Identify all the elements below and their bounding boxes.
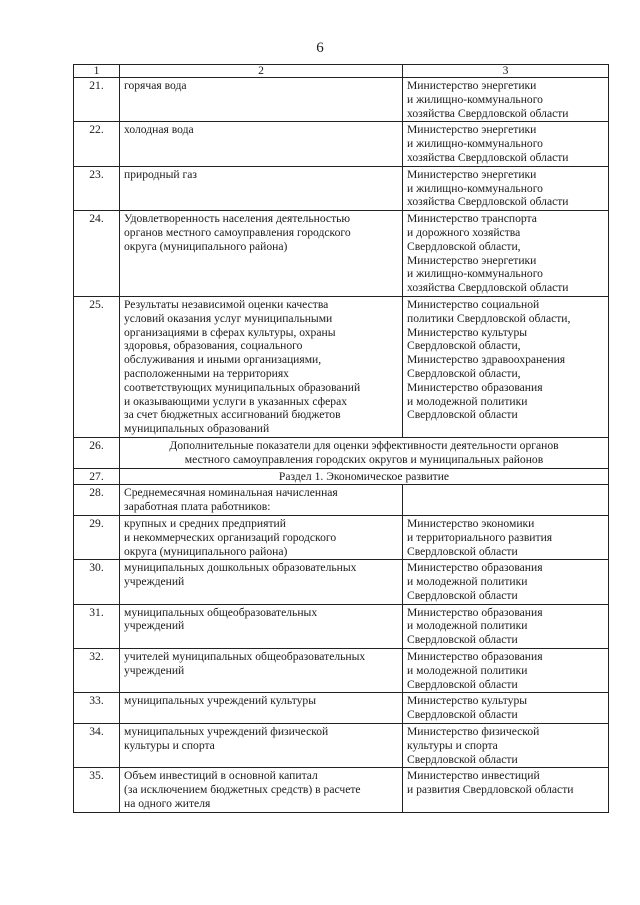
row-number: 22. <box>74 122 120 166</box>
department-cell: Министерство энергетики и жилищно-коммунального хозяйства Свердловской области <box>403 78 609 122</box>
department-cell: Министерство культуры Свердловской области <box>403 693 609 724</box>
indicator-cell: холодная вода <box>120 122 403 166</box>
department-cell <box>403 485 609 516</box>
table-row <box>74 768 609 812</box>
indicator-cell: муниципальных дошкольных образовательных учреждений <box>120 560 403 604</box>
indicator-cell: природный газ <box>120 166 403 210</box>
department-cell: Министерство энергетики и жилищно-коммунального хозяйства Свердловской области <box>403 122 609 166</box>
header-cell-1: 1 <box>74 65 120 78</box>
row-number: 28. <box>74 485 120 516</box>
row-number: 23. <box>74 166 120 210</box>
row-number: 31. <box>74 604 120 648</box>
indicator-cell: Результаты независимой оценки качества условий оказания услуг муниципальными организациями в сферах культуры, охраны здоровья, образования, социального обслуживания и иными организациями, расположенными на территориях соответствующих муниципальных образований и оказывающими услуги в указанных сферах за счет бюджетных ассигнований бюджетов муниципальных образований <box>120 296 403 437</box>
page-number: 6 <box>316 40 324 56</box>
indicator-cell: Удовлетворенность населения деятельностью органов местного самоуправления городского округа (муниципального района) <box>120 211 403 297</box>
table-row <box>74 166 609 210</box>
row-number: 35. <box>74 768 120 812</box>
table-row <box>74 437 609 468</box>
table-row <box>74 468 609 485</box>
department-cell: Министерство образования и молодежной политики Свердловской области <box>403 649 609 693</box>
row-number: 25. <box>74 296 120 437</box>
indicators-table <box>73 64 609 813</box>
table-row <box>74 485 609 516</box>
indicator-cell: крупных и средних предприятий и некоммерческих организаций городского округа (муниципального района) <box>120 515 403 559</box>
table-row <box>74 604 609 648</box>
table-row <box>74 122 609 166</box>
indicator-cell: муниципальных общеобразовательных учреждений <box>120 604 403 648</box>
table-body <box>74 65 609 813</box>
header-cell-2: 2 <box>120 65 403 78</box>
header-cell-3: 3 <box>403 65 609 78</box>
department-cell: Министерство образования и молодежной политики Свердловской области <box>403 604 609 648</box>
table-row <box>74 560 609 604</box>
row-number: 30. <box>74 560 120 604</box>
section-heading-cell: Дополнительные показатели для оценки эффективности деятельности органов местного самоуправления городских округов и муниципальных районов <box>120 437 609 468</box>
row-number: 33. <box>74 693 120 724</box>
department-cell: Министерство энергетики и жилищно-коммунального хозяйства Свердловской области <box>403 166 609 210</box>
row-number: 32. <box>74 649 120 693</box>
row-number: 34. <box>74 724 120 768</box>
department-cell: Министерство экономики и территориального развития Свердловской области <box>403 515 609 559</box>
row-number: 26. <box>74 437 120 468</box>
table-row <box>74 515 609 559</box>
table-row <box>74 78 609 122</box>
department-cell: Министерство физической культуры и спорта Свердловской области <box>403 724 609 768</box>
indicator-cell: учителей муниципальных общеобразовательных учреждений <box>120 649 403 693</box>
row-number: 29. <box>74 515 120 559</box>
row-number: 24. <box>74 211 120 297</box>
department-cell: Министерство социальной политики Свердловской области, Министерство культуры Свердловской области, Министерство здравоохранения Свердловской области, Министерство образования и молодежной политики Свердловской области <box>403 296 609 437</box>
indicator-cell: горячая вода <box>120 78 403 122</box>
department-cell: Министерство образования и молодежной политики Свердловской области <box>403 560 609 604</box>
table-row <box>74 296 609 437</box>
table-row <box>74 724 609 768</box>
indicator-cell: муниципальных учреждений культуры <box>120 693 403 724</box>
row-number: 27. <box>74 468 120 485</box>
row-number: 21. <box>74 78 120 122</box>
indicator-cell: Объем инвестиций в основной капитал (за исключением бюджетных средств) в расчете на одного жителя <box>120 768 403 812</box>
department-cell: Министерство транспорта и дорожного хозяйства Свердловской области, Министерство энергетики и жилищно-коммунального хозяйства Свердловской области <box>403 211 609 297</box>
table-row <box>74 211 609 297</box>
table-row <box>74 649 609 693</box>
indicator-cell: муниципальных учреждений физической культуры и спорта <box>120 724 403 768</box>
section-heading-cell: Раздел 1. Экономическое развитие <box>120 468 609 485</box>
indicator-cell: Среднемесячная номинальная начисленная заработная плата работников: <box>120 485 403 516</box>
table-header-row <box>74 65 609 78</box>
table-row <box>74 693 609 724</box>
department-cell: Министерство инвестиций и развития Свердловской области <box>403 768 609 812</box>
